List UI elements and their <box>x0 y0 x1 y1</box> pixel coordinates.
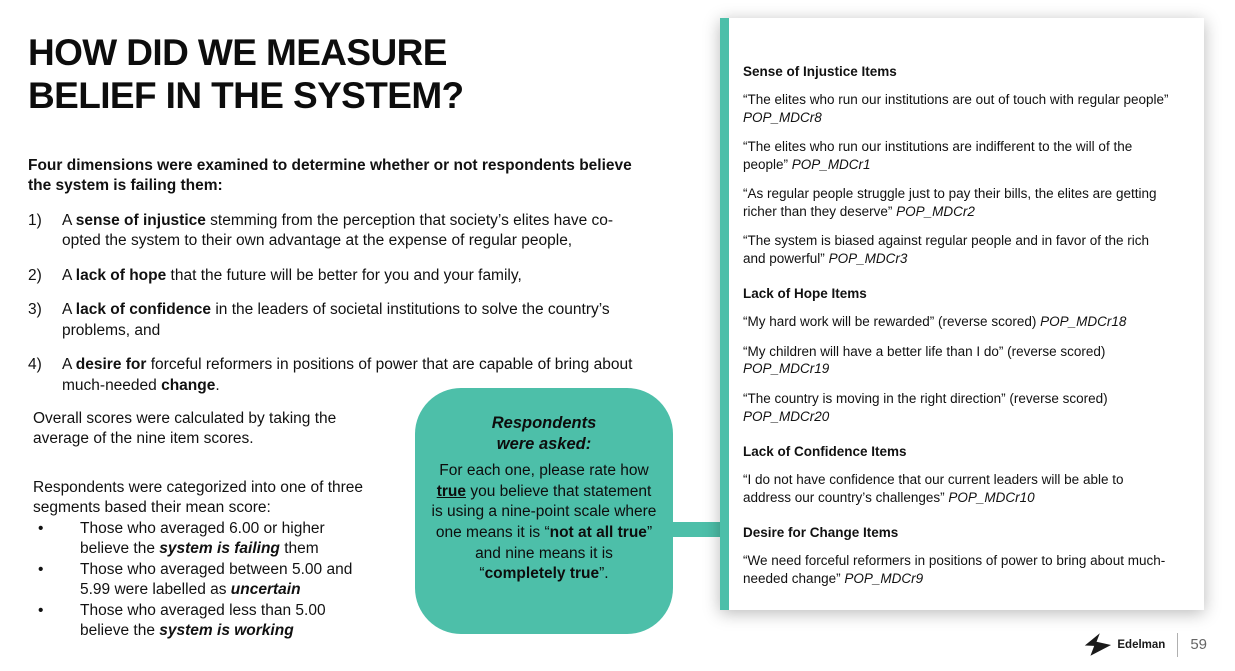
text-segment: “The elites who run our institutions are out of touch with regular people” <box>743 92 1169 107</box>
dimension-number: 2) <box>28 266 42 284</box>
survey-item <box>743 343 1174 378</box>
intro-text: Four dimensions were examined to determine whether or not respondents believe the system is failing them: <box>28 157 632 195</box>
text-segment: “The country is moving in the right direction” (reverse scored) <box>743 391 1108 407</box>
dimension-number: 1) <box>28 212 42 229</box>
text-segment: “I do not have confidence that our current leaders will be able to address our country’s challenges” <box>743 472 1124 505</box>
text-segment: sense of injustice <box>75 212 206 229</box>
text-segment: A <box>62 301 76 319</box>
text-segment: “My hard work will be rewarded” (reverse scored) <box>743 314 1041 330</box>
text-segment: uncertain <box>230 581 301 599</box>
dimension-item <box>28 266 634 286</box>
text-segment: POP_MDCr10 <box>948 489 1035 505</box>
text-segment: true <box>436 482 467 500</box>
survey-item <box>743 471 1174 506</box>
dimensions-list <box>28 211 634 410</box>
text-segment: “The elites who run our institutions are indifferent to the will of the people” <box>743 139 1133 172</box>
text-segment: “We need forceful reformers in positions of power to bring about much-needed change” <box>743 553 1166 586</box>
footer-divider <box>1177 633 1178 657</box>
bubble-heading-line1: Respondents <box>491 414 597 432</box>
bullet-marker: • <box>38 601 44 619</box>
dimension-item <box>28 211 634 252</box>
text-segment: change <box>161 376 216 394</box>
text-segment: Those who averaged less than 5.00 believe the <box>80 601 326 640</box>
text-segment: POP_MDCr18 <box>1040 314 1127 330</box>
bullet-marker: • <box>38 519 44 537</box>
text-segment: POP_MDCr8 <box>743 109 822 125</box>
text-segment: them <box>279 540 319 558</box>
segment-bullet <box>33 601 367 642</box>
segment-bullet <box>33 519 367 560</box>
page-title <box>28 31 668 118</box>
text-segment: POP_MDCr9 <box>844 570 924 586</box>
bubble-heading-line2: were asked: <box>496 434 592 453</box>
text-segment: POP_MDCr1 <box>791 156 871 172</box>
panel-section-heading: Desire for Change Items <box>743 525 899 541</box>
text-segment: not at all true <box>549 524 647 542</box>
scoring-overall-text: Overall scores were calculated by taking the average of the nine item scores. <box>33 410 337 448</box>
scoring-section <box>33 409 367 642</box>
segment-bullet-list <box>33 519 367 642</box>
text-segment: stemming from the perception that society’s elites have co-opted the system to their own advantage at the expense of regular people, <box>62 212 614 250</box>
dimension-number: 4) <box>28 356 42 374</box>
survey-item <box>743 185 1174 220</box>
survey-item <box>743 552 1174 587</box>
text-segment: A <box>62 212 76 229</box>
text-segment: you believe that statement is using a nine-point scale where one means it is “ <box>431 482 657 542</box>
text-segment: POP_MDCr3 <box>828 250 908 266</box>
scoring-segments-text: Respondents were categorized into one of three segments based their mean score: <box>33 478 364 517</box>
bubble-panel-connector-line <box>666 522 728 537</box>
page-title-line2: BELIEF IN THE SYSTEM? <box>28 75 464 117</box>
text-segment: that the future will be better for you and your family, <box>166 266 522 284</box>
dimension-number: 3) <box>28 301 42 319</box>
text-segment: For each one, please rate how <box>439 462 649 480</box>
text-segment: “As regular people struggle just to pay their bills, the elites are getting richer than they deserve” <box>743 186 1157 219</box>
bubble-heading <box>430 413 658 454</box>
respondents-bubble <box>415 388 673 634</box>
brand-name: Edelman <box>1117 638 1166 651</box>
bullet-text <box>80 519 367 560</box>
text-segment: completely true <box>484 565 600 583</box>
text-segment: forceful reformers in positions of power that are capable of bring about much-needed <box>62 356 633 394</box>
segment-bullet <box>33 560 367 601</box>
text-segment: “The system is biased against regular people and in favor of the rich and powerful” <box>743 233 1149 266</box>
survey-items-panel <box>720 18 1204 610</box>
dimension-text <box>62 300 634 341</box>
text-segment: in the leaders of societal institutions to solve the country’s problems, and <box>62 301 610 339</box>
text-segment: A <box>62 356 76 374</box>
text-segment: POP_MDCr20 <box>743 408 830 424</box>
text-segment: ” and nine means it is “ <box>475 524 653 583</box>
text-segment: lack of hope <box>75 266 167 284</box>
bullet-text <box>80 560 367 601</box>
bullet-text <box>80 601 367 642</box>
dimension-item <box>28 300 634 341</box>
page-title-line1: HOW DID WE MEASURE <box>28 31 447 73</box>
text-segment: system is working <box>159 622 294 640</box>
panel-content <box>743 64 1174 587</box>
text-segment: POP_MDCr2 <box>896 203 975 219</box>
bubble-body <box>430 461 658 585</box>
text-segment: A <box>62 266 76 284</box>
page-number: 59 <box>1190 636 1207 653</box>
survey-item <box>743 390 1174 425</box>
survey-item <box>743 313 1174 331</box>
footer <box>1082 632 1207 657</box>
text-segment: POP_MDCr19 <box>743 361 830 377</box>
panel-section-heading: Lack of Confidence Items <box>743 444 907 460</box>
panel-section-heading: Sense of Injustice Items <box>743 64 897 79</box>
text-segment: ”. <box>599 565 609 583</box>
text-segment: Those who averaged 6.00 or higher believe the <box>80 519 325 558</box>
dimension-text <box>62 211 634 252</box>
bullet-marker: • <box>38 560 44 578</box>
text-segment: “My children will have a better life than I do” (reverse scored) <box>743 343 1106 359</box>
survey-item <box>743 138 1174 173</box>
text-segment: . <box>215 376 220 394</box>
survey-item <box>743 232 1174 267</box>
panel-section-heading: Lack of Hope Items <box>743 286 867 302</box>
edelman-logo-icon <box>1082 632 1112 657</box>
text-segment: Those who averaged between 5.00 and 5.99 were labelled as <box>80 560 353 599</box>
text-segment: system is failing <box>159 540 280 558</box>
text-segment: lack of confidence <box>75 301 212 319</box>
survey-item <box>743 91 1174 126</box>
text-segment: desire for <box>75 356 147 374</box>
dimension-text <box>62 266 634 286</box>
